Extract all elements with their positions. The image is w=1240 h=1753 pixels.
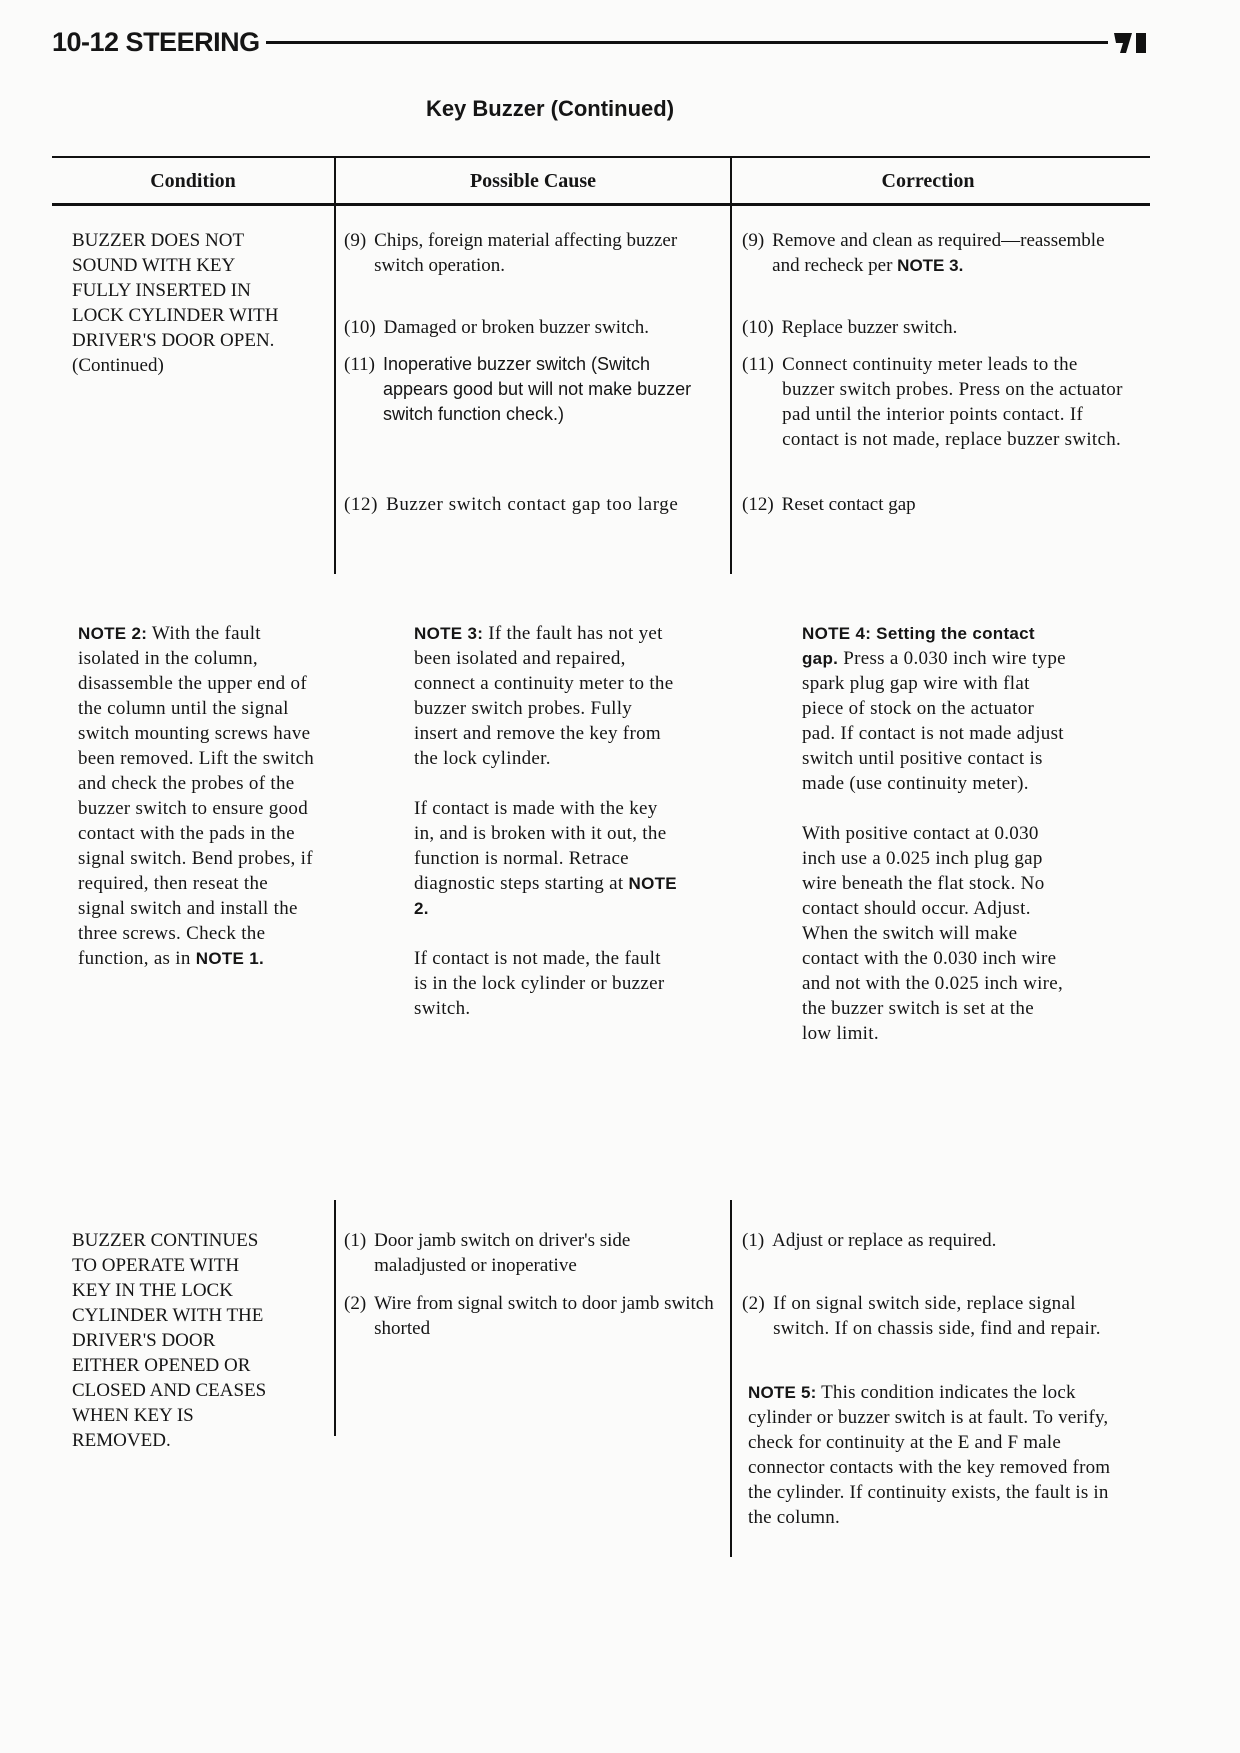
col-header-condition: Condition — [150, 170, 236, 192]
cause-10: (10) Damaged or broken buzzer switch. — [344, 317, 650, 338]
condition-line: WHEN KEY IS — [72, 1405, 194, 1426]
note-3: NOTE 3: If the fault has not yet been isolated and repaired, connect a continuity meter to the buzzer switch probes. Fully insert and remove the key from the lock cylinder. If contact is made with the key in, and is broken with it out, the function is normal. Retrace diagnostic steps starting at NOTE 2. If contact is not made, the fault is in the lock cylinder or buzzer switch. — [414, 623, 677, 1019]
condition-line: EITHER OPENED OR — [72, 1355, 251, 1376]
note-2: NOTE 2: With the fault isolated in the column, disassemble the upper end of the column until the signal switch mounting screws have been removed. Lift the switch and check the probes of the buzzer switch to ensure good contact with the pads in the signal switch. Bend probes, if required, then reseat the signal switch and install the three screws. Check the function, as in NOTE 1. — [78, 623, 315, 969]
condition-line: KEY IN THE LOCK — [72, 1280, 233, 1301]
condition-line: FULLY INSERTED IN — [72, 280, 251, 301]
condition-line: BUZZER DOES NOT — [72, 230, 245, 251]
correction-s2-2: (2) If on signal switch side, replace signal switch. If on chassis side, find and repair. — [742, 1293, 1101, 1339]
correction-s2-1: (1) Adjust or replace as required. — [742, 1230, 997, 1251]
condition-line: (Continued) — [72, 355, 164, 376]
table-header-rule — [52, 203, 1150, 206]
ghost-text — [450, 112, 455, 134]
page-label: 10-12 STEERING — [52, 26, 260, 57]
note-5: NOTE 5: This condition indicates the lock cylinder or buzzer switch is at fault. To verify, check for continuity at the E and F male connector contacts with the key removed from the cylinder. If continuity exists, the fault is in the column. — [748, 1382, 1111, 1528]
correction-9: (9) Remove and clean as required—reassemble and recheck per NOTE 3. — [742, 230, 1105, 276]
cause-s2-1: (1) Door jamb switch on driver's side maladjusted or inoperative — [344, 1230, 631, 1276]
condition-line: REMOVED. — [72, 1430, 171, 1451]
cause-9: (9) Chips, foreign material affecting buzzer switch operation. — [344, 230, 678, 276]
note-4: NOTE 4: Setting the contact gap. Press a 0.030 inch wire type spark plug gap wire with flat piece of stock on the actuator pad. If contact is not made adjust switch until positive contact is made (use continuity meter). With positive contact at 0.030 inch use a 0.025 inch plug gap wire beneath the flat stock. No contact should occur. Adjust. When the switch will make contact with the 0.030 inch wire and not with the 0.025 inch wire, the buzzer switch is set at the low limit. — [802, 624, 1066, 1044]
correction-11: (11) Connect continuity meter leads to the buzzer switch probes. Press on the actuator pad until the interior points contact. If contact is not made, replace buzzer switch. — [742, 354, 1123, 450]
cause-s2-2: (2) Wire from signal switch to door jamb switch shorted — [344, 1293, 714, 1339]
cause-11: (11) Inoperative buzzer switch (Switch appears good but will not make buzzer switch function check.) — [344, 354, 692, 424]
page-header — [52, 22, 1152, 62]
table-top-rule — [52, 156, 1150, 158]
col-divider-2 — [730, 158, 732, 574]
condition-2 — [72, 1228, 322, 1453]
section-title: Key Buzzer (Continued) — [425, 96, 675, 121]
condition-line: LOCK CYLINDER WITH — [72, 305, 279, 326]
condition-line: DRIVER'S DOOR — [72, 1330, 216, 1351]
condition-line: CLOSED AND CEASES — [72, 1380, 267, 1401]
header-rule — [266, 41, 1108, 44]
condition-line: BUZZER CONTINUES — [72, 1230, 259, 1251]
cause-12: (12) Buzzer switch contact gap too large — [344, 494, 679, 515]
condition-line: SOUND WITH KEY — [72, 255, 236, 276]
col-divider-1 — [334, 158, 336, 574]
condition-1 — [72, 228, 322, 378]
condition-line: TO OPERATE WITH — [72, 1255, 240, 1276]
col-divider-2b — [730, 1200, 732, 1557]
col-header-correction: Correction — [881, 170, 975, 192]
condition-line: DRIVER'S DOOR OPEN. — [72, 330, 275, 351]
col-header-cause: Possible Cause — [469, 170, 597, 192]
col-divider-1b — [334, 1200, 336, 1436]
condition-line: CYLINDER WITH THE — [72, 1305, 264, 1326]
correction-10: (10) Replace buzzer switch. — [742, 317, 958, 338]
ford-mark-icon — [1112, 29, 1152, 55]
correction-12: (12) Reset contact gap — [742, 494, 916, 515]
